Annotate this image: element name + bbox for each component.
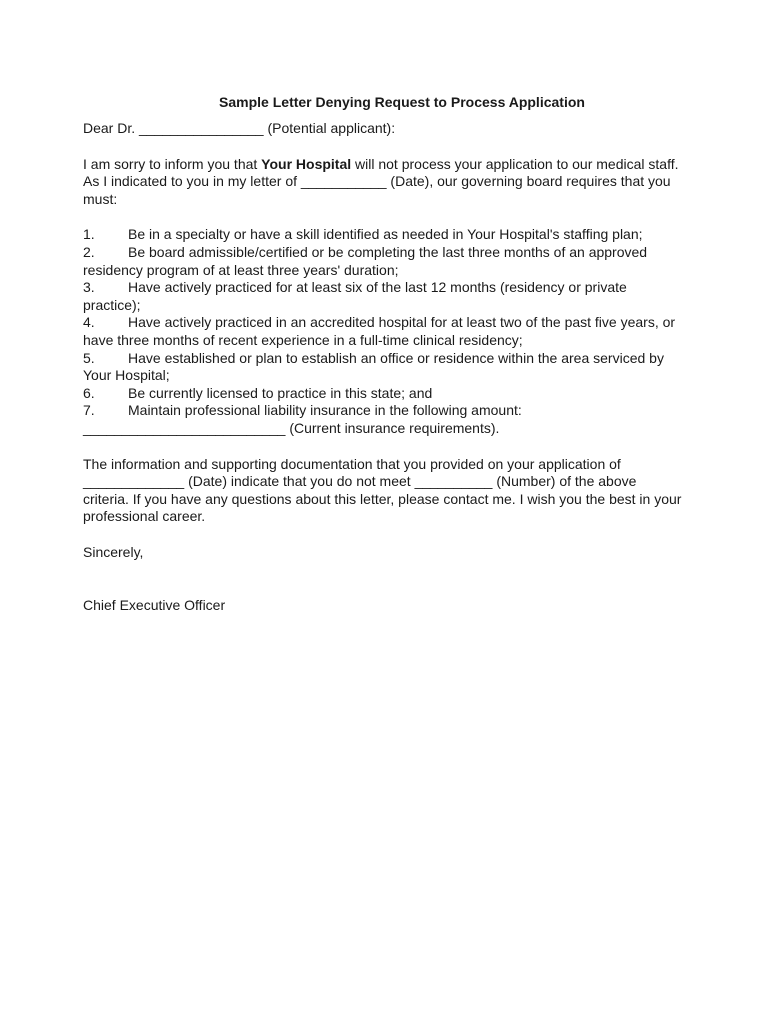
requirement-text: Be board admissible/certified or be completing the last three months of an approved residency program of at least three years' duration; (83, 243, 648, 278)
requirement-number: 7. (83, 402, 95, 419)
requirement-text: Be in a specialty or have a skill identified as needed in Your Hospital's staffing plan; (128, 226, 643, 243)
requirement-item (83, 402, 683, 437)
requirement-text: Have actively practiced in an accredited hospital for at least two of the past five years, or have three months of recent experience in a full-time clinical residency; (83, 314, 676, 348)
requirement-number: 1. (83, 226, 95, 243)
requirement-item (83, 385, 683, 403)
requirement-item (83, 350, 683, 385)
letter-page (83, 94, 683, 615)
requirement-text: Have established or plan to establish an office or residence within the area serviced by Your Hospital; (83, 349, 664, 384)
hospital-name: Your Hospital (261, 155, 352, 172)
requirements-list (83, 226, 683, 437)
intro-text-before: I am sorry to inform you that (83, 155, 262, 172)
requirement-number: 6. (83, 384, 95, 401)
requirement-number: 4. (83, 314, 95, 331)
requirement-text: Maintain professional liability insurance in the following amount: __________________________ (Current insurance requirements). (83, 402, 522, 436)
letter-title: Sample Letter Denying Request to Process Application (219, 94, 585, 110)
intro-paragraph (83, 156, 683, 209)
requirement-number: 2. (83, 243, 95, 260)
requirement-item (83, 226, 683, 244)
requirement-text: Have actively practiced for at least six of the last 12 months (residency or private practice); (83, 279, 627, 313)
requirement-item (83, 244, 683, 279)
signoff: Sincerely, (83, 543, 144, 560)
signature-title: Chief Executive Officer (83, 597, 226, 614)
closing-paragraph: The information and supporting documentation that you provided on your application of _____________ (Date) indicate that you do not meet __________ (Number) of the above criteria. If you have any questions about this letter, please contact me. I wish you the best in your professional career. (83, 455, 682, 525)
intro-text-after: will not process your application to our medical staff. As I indicated to you in my letter of ___________ (Date), our governing board requires that you must: (83, 155, 679, 207)
requirement-item (83, 314, 683, 349)
requirement-number: 5. (83, 349, 95, 366)
requirement-item (83, 279, 683, 314)
salutation: Dear Dr. ________________ (Potential applicant): (83, 120, 396, 136)
requirement-text: Be currently licensed to practice in this state; and (128, 384, 433, 401)
requirement-number: 3. (83, 279, 95, 296)
